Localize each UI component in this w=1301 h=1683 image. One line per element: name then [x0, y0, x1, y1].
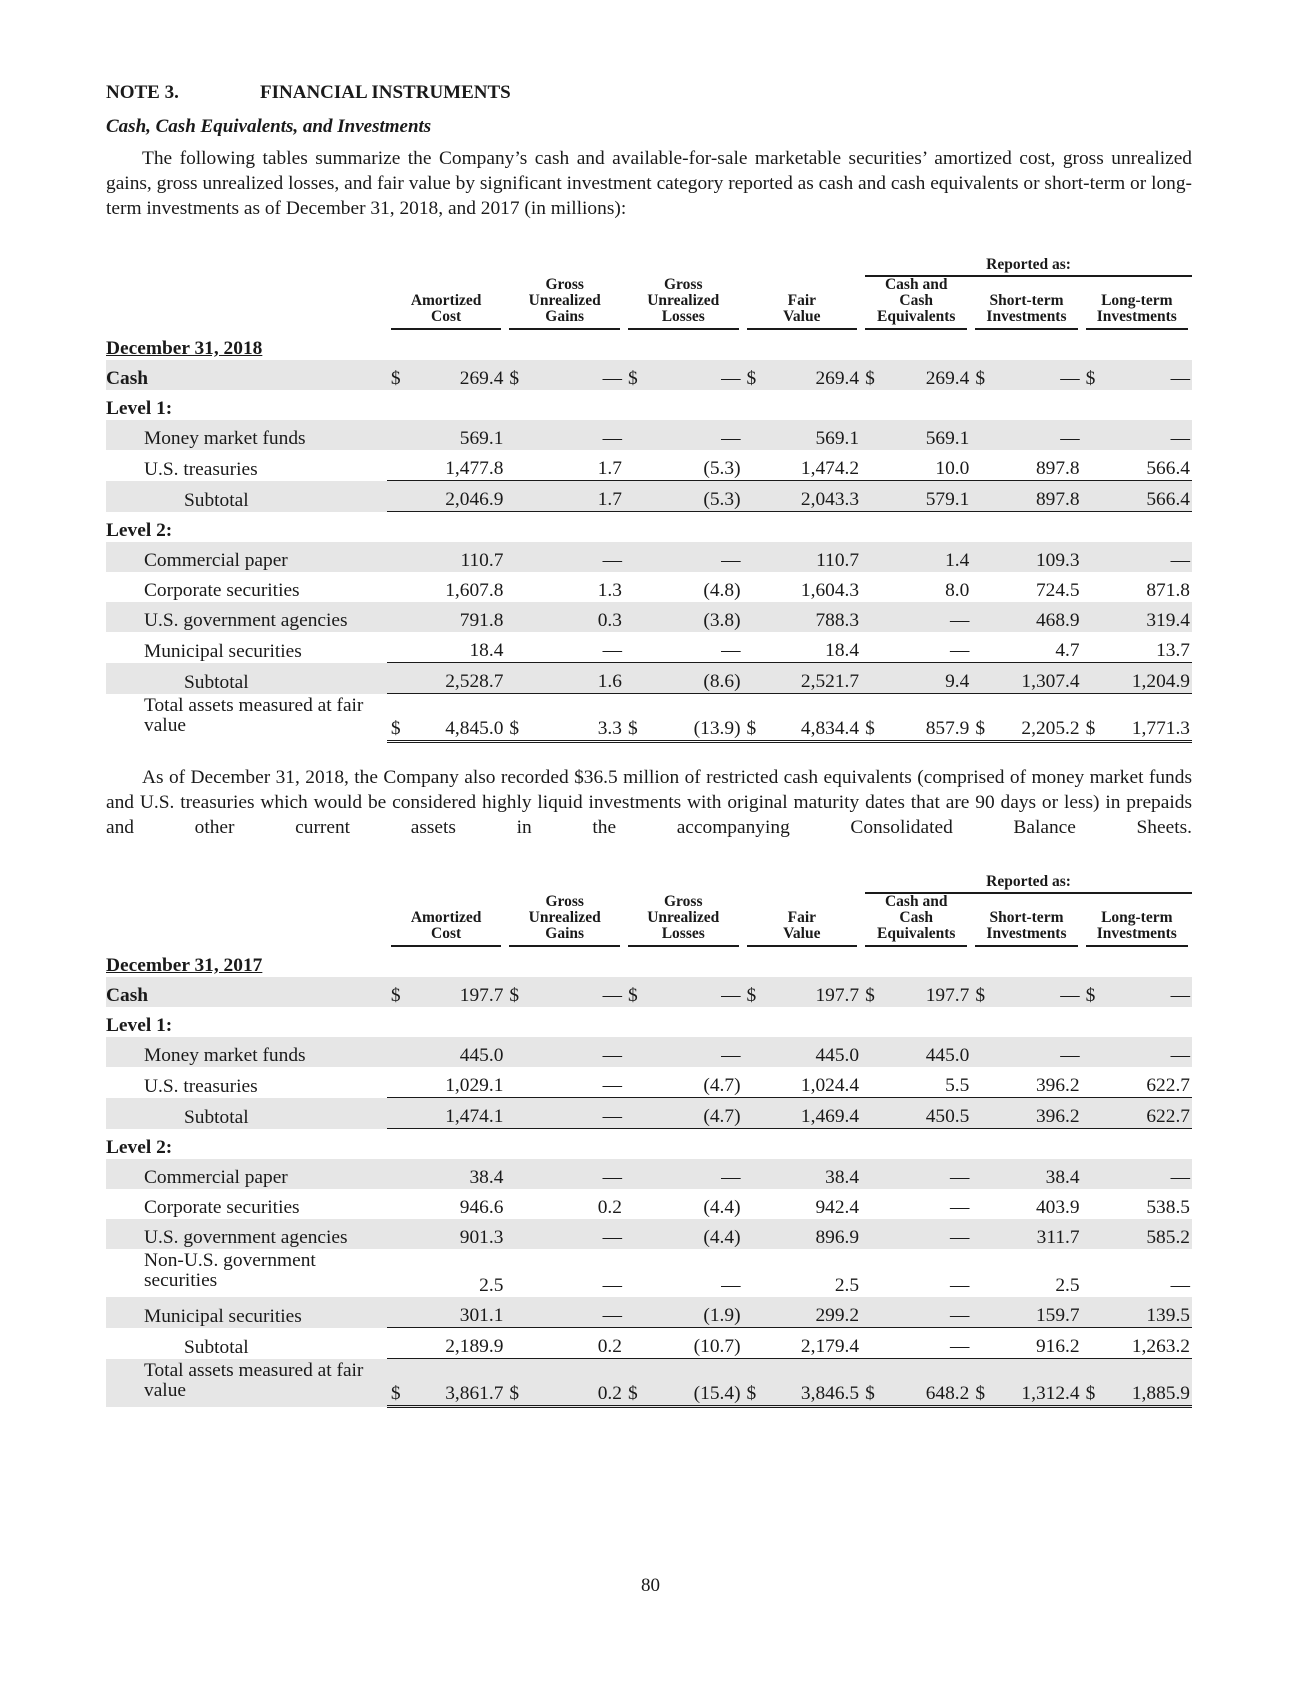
cell-value: 1,263.2	[1131, 1336, 1190, 1357]
cell-value: 468.9	[1035, 610, 1080, 631]
table-row	[106, 1249, 1192, 1297]
row-label: Commercial paper	[144, 550, 288, 571]
column-header-line: Long-term	[1101, 292, 1173, 309]
cell-value: 857.9	[925, 718, 970, 739]
cell-value: —	[602, 368, 622, 389]
table-row	[106, 360, 1192, 390]
cell-value: 311.7	[1036, 1227, 1080, 1248]
cell-value: 197.7	[459, 985, 504, 1006]
cell-value: —	[949, 1167, 970, 1188]
row-label: Corporate securities	[144, 1197, 300, 1218]
column-header-line: Gross	[545, 276, 584, 293]
table-row	[106, 1129, 1192, 1160]
cell-value: —	[1060, 368, 1080, 389]
table-row	[106, 632, 1192, 663]
cell-value: 1,307.4	[1021, 671, 1080, 692]
row-label: Level 1:	[106, 398, 173, 419]
cell-value: —	[602, 1275, 622, 1296]
column-header-line: Cash	[899, 909, 934, 926]
column-header-line: Unrealized	[647, 909, 720, 926]
cell-value: 942.4	[815, 1197, 860, 1218]
column-header-line: Fair	[787, 909, 817, 926]
cell-value: —	[949, 640, 970, 661]
cell-value: 2,179.4	[800, 1336, 860, 1357]
cell-value: 569.1	[815, 428, 860, 449]
row-label: Level 2:	[106, 520, 173, 541]
reported-as-header: Reported as:	[865, 873, 1192, 894]
cell-value: 1.3	[597, 580, 622, 601]
cell-value: (4.7)	[703, 1106, 741, 1127]
cell-value: —	[602, 985, 622, 1006]
cell-value: 18.4	[469, 640, 504, 661]
cell-value: 1,607.8	[445, 580, 504, 601]
cell-value: 269.4	[925, 368, 970, 389]
cell-value: 0.2	[597, 1383, 622, 1404]
reported-as-header: Reported as:	[865, 256, 1192, 277]
cell-value: 2.5	[479, 1275, 504, 1296]
column-header-line: Gains	[545, 925, 585, 942]
column-header-line: Gross	[545, 893, 584, 910]
column-header-cash-and-cash-equivalents	[865, 894, 967, 947]
currency-symbol: $	[865, 718, 875, 739]
cell-value: 1,029.1	[445, 1075, 504, 1096]
cell-value: 3.3	[597, 718, 622, 739]
column-header-line: Fair	[787, 292, 817, 309]
table-year-label: December 31, 2017	[106, 955, 263, 976]
row-label: Total assets measured at fair value	[144, 1359, 364, 1401]
cell-value: 1.7	[597, 489, 622, 510]
table-row	[106, 572, 1192, 602]
column-header-line: Losses	[661, 925, 705, 942]
cell-value: (4.8)	[703, 580, 741, 601]
cell-value: (5.3)	[703, 458, 741, 479]
currency-symbol: $	[1085, 1383, 1096, 1404]
cell-value: —	[721, 1167, 741, 1188]
cell-value: 0.2	[597, 1336, 622, 1357]
cell-value: 450.5	[925, 1106, 970, 1127]
intro-paragraph: The following tables summarize the Company’s cash and available-for-sale marketable securities’ amortized cost, gross unrealized gains, gross unrealized losses, and fair value by significant investment category reported as cash and cash equivalents or short-term or long-term investments as of December 31, 2018, and 2017 (in millions):	[106, 148, 1192, 219]
cell-value: 2.5	[1055, 1275, 1080, 1296]
cell-value: 2.5	[834, 1275, 860, 1296]
cell-value: 871.8	[1146, 580, 1190, 601]
cell-value: 916.2	[1035, 1336, 1080, 1357]
currency-symbol: $	[627, 985, 638, 1006]
column-header-gross-unrealized-gains	[509, 277, 620, 330]
cell-value: 946.6	[459, 1197, 504, 1218]
cell-value: 396.2	[1035, 1106, 1080, 1127]
column-header-line: Investments	[986, 925, 1067, 942]
column-header-gross-unrealized-losses	[628, 277, 739, 330]
column-header-line: Investments	[1096, 925, 1177, 942]
cell-value: 9.4	[945, 671, 970, 692]
column-header-long-term-investments	[1086, 293, 1188, 330]
row-label: Cash	[106, 368, 149, 389]
row-label: Subtotal	[184, 1106, 249, 1128]
note-heading	[106, 82, 1192, 110]
currency-symbol: $	[746, 985, 757, 1006]
row-label: Corporate securities	[144, 580, 300, 601]
currency-symbol: $	[865, 368, 875, 389]
cell-value: 569.1	[925, 428, 970, 449]
currency-symbol: $	[627, 368, 638, 389]
cell-value: 2,046.9	[445, 489, 504, 510]
table-row	[106, 542, 1192, 572]
currency-symbol: $	[746, 1383, 757, 1404]
row-label: Municipal securities	[144, 1305, 302, 1327]
currency-symbol: $	[865, 1383, 875, 1404]
column-header-amortized-cost	[391, 910, 502, 947]
currency-symbol: $	[390, 1383, 401, 1404]
column-header-line: Gains	[545, 308, 585, 325]
table-row	[106, 481, 1192, 512]
table-row	[106, 1007, 1192, 1037]
currency-symbol: $	[509, 1383, 520, 1404]
cell-value: 2,189.9	[445, 1336, 504, 1357]
currency-symbol: $	[390, 368, 401, 389]
cell-value: 8.0	[945, 580, 970, 601]
cell-value: 38.4	[1045, 1167, 1080, 1188]
cell-value: 403.9	[1035, 1197, 1080, 1218]
cell-value: —	[1060, 1045, 1080, 1066]
cell-value: (5.3)	[703, 489, 741, 510]
column-header-line: Unrealized	[528, 292, 601, 309]
currency-symbol: $	[509, 985, 520, 1006]
cell-value: —	[1060, 985, 1080, 1006]
cell-value: 269.4	[459, 368, 504, 389]
currency-symbol: $	[975, 1383, 986, 1404]
cell-value: 197.7	[925, 985, 970, 1006]
cell-value: 1,477.8	[445, 458, 504, 479]
row-label: Commercial paper	[144, 1167, 288, 1188]
cell-value: 1,204.9	[1131, 671, 1190, 692]
row-label: Money market funds	[144, 1045, 306, 1066]
cell-value: 1.4	[945, 550, 970, 571]
column-header-line: Unrealized	[528, 909, 601, 926]
currency-symbol: $	[509, 368, 520, 389]
column-header-line: Cash and	[884, 276, 948, 293]
cell-value: 897.8	[1035, 489, 1080, 510]
currency-symbol: $	[1085, 985, 1096, 1006]
column-header-amortized-cost	[391, 293, 502, 330]
column-header-line: Value	[783, 308, 821, 325]
cell-value: 566.4	[1146, 458, 1190, 479]
cell-value: 1,024.4	[800, 1075, 860, 1096]
column-header-line: Losses	[661, 308, 705, 325]
column-header-line: Long-term	[1101, 909, 1173, 926]
currency-symbol: $	[975, 368, 986, 389]
table-row	[106, 1159, 1192, 1189]
row-label: Municipal securities	[144, 640, 302, 662]
table-row	[106, 512, 1192, 543]
cell-value: (3.8)	[703, 610, 741, 631]
cell-value: 585.2	[1146, 1227, 1190, 1248]
table-row	[106, 1328, 1192, 1359]
column-header-gross-unrealized-gains	[509, 894, 620, 947]
row-label: Money market funds	[144, 428, 306, 449]
cell-value: —	[721, 428, 741, 449]
cell-value: 724.5	[1035, 580, 1080, 601]
cell-value: —	[721, 1045, 741, 1066]
cell-value: —	[949, 1197, 970, 1218]
column-header-line: Cash and	[884, 893, 948, 910]
currency-symbol: $	[1085, 718, 1096, 739]
column-header-short-term-investments	[975, 293, 1077, 330]
cell-value: —	[1170, 368, 1190, 389]
table-row	[106, 1189, 1192, 1219]
cell-value: 1,474.1	[445, 1106, 504, 1127]
cell-value: 396.2	[1035, 1075, 1080, 1096]
financial-note-page	[106, 82, 1192, 1408]
cell-value: 791.8	[459, 610, 504, 631]
cell-value: 1,885.9	[1131, 1383, 1190, 1404]
cell-value: 3,861.7	[445, 1383, 504, 1404]
currency-symbol: $	[1085, 368, 1096, 389]
row-label: U.S. government agencies	[144, 610, 348, 631]
column-header-line: Cost	[431, 925, 462, 942]
row-label: U.S. treasuries	[144, 458, 258, 480]
table-row	[106, 1037, 1192, 1067]
currency-symbol: $	[746, 368, 757, 389]
column-header-line: Equivalents	[877, 925, 956, 942]
cell-value: 1,312.4	[1021, 1383, 1080, 1404]
column-header-line: Amortized	[410, 292, 482, 309]
cell-value: (10.7)	[693, 1336, 741, 1357]
cell-value: 10.0	[935, 458, 970, 479]
currency-symbol: $	[627, 1383, 638, 1404]
cell-value: —	[1170, 1167, 1190, 1188]
cell-value: 13.7	[1156, 640, 1190, 661]
row-label: U.S. treasuries	[144, 1075, 258, 1097]
cell-value: —	[721, 985, 741, 1006]
cell-value: 901.3	[459, 1227, 504, 1248]
restricted-cash-paragraph: As of December 31, 2018, the Company also recorded $36.5 million of restricted cash equivalents (comprised of money market funds and U.S. treasuries which would be considered highly liquid investments with original maturity dates that are 90 days or less) in prepaids and other current assets in the accompanying Consolidated Balance Sheets.	[106, 767, 1192, 838]
cell-value: —	[602, 1045, 622, 1066]
currency-symbol: $	[975, 718, 986, 739]
row-label: Level 1:	[106, 1015, 173, 1036]
table-row	[106, 1219, 1192, 1249]
row-label: Total assets measured at fair value	[144, 694, 364, 736]
cell-value: —	[1170, 985, 1190, 1006]
column-header-cash-and-cash-equivalents	[865, 277, 967, 330]
cell-value: 897.8	[1035, 458, 1080, 479]
cell-value: 4,834.4	[800, 718, 860, 739]
cell-value: 622.7	[1146, 1075, 1190, 1096]
cell-value: 299.2	[815, 1305, 860, 1326]
cell-value: 4.7	[1055, 640, 1080, 661]
cell-value: 18.4	[825, 640, 860, 661]
cell-value: 648.2	[925, 1383, 970, 1404]
column-header-fair-value	[747, 910, 858, 947]
row-label: Subtotal	[184, 671, 249, 693]
column-header-long-term-investments	[1086, 910, 1188, 947]
cell-value: —	[1170, 1275, 1190, 1296]
table-row	[106, 1067, 1192, 1098]
row-label: Non-U.S. government securities	[144, 1250, 316, 1291]
cell-value: —	[949, 1275, 970, 1296]
table-row	[106, 390, 1192, 420]
currency-symbol: $	[509, 718, 520, 739]
cell-value: 0.3	[597, 610, 622, 631]
currency-symbol: $	[975, 985, 986, 1006]
cell-value: —	[1170, 550, 1190, 571]
column-header-line: Investments	[1096, 308, 1177, 325]
cell-value: —	[602, 1305, 622, 1326]
cell-value: 538.5	[1146, 1197, 1190, 1218]
cell-value: —	[602, 1227, 622, 1248]
currency-symbol: $	[627, 718, 638, 739]
cell-value: 1,604.3	[800, 580, 860, 601]
cell-value: 896.9	[815, 1227, 860, 1248]
note-number: NOTE 3.	[106, 82, 179, 103]
cell-value: 301.1	[459, 1305, 504, 1326]
cell-value: —	[1060, 428, 1080, 449]
cell-value: 139.5	[1146, 1305, 1190, 1326]
cell-value: 1.6	[597, 671, 622, 692]
cell-value: 445.0	[459, 1045, 504, 1066]
cell-value: 445.0	[815, 1045, 860, 1066]
cell-value: —	[602, 1167, 622, 1188]
cell-value: 4,845.0	[445, 718, 504, 739]
currency-symbol: $	[865, 985, 875, 1006]
column-header-fair-value	[747, 293, 858, 330]
row-label: Level 2:	[106, 1137, 173, 1158]
cell-value: —	[721, 640, 741, 661]
row-label: U.S. government agencies	[144, 1227, 348, 1248]
cell-value: 3,846.5	[800, 1383, 860, 1404]
cell-value: 38.4	[825, 1167, 860, 1188]
column-header-line: Gross	[664, 893, 703, 910]
table-row	[106, 420, 1192, 450]
column-header-line: Short-term	[989, 909, 1064, 926]
column-header-line: Value	[783, 925, 821, 942]
cell-value: 0.2	[597, 1197, 622, 1218]
column-header-short-term-investments	[975, 910, 1077, 947]
cell-value: 110.7	[460, 550, 504, 571]
cell-value: 109.3	[1035, 550, 1080, 571]
cell-value: 38.4	[469, 1167, 504, 1188]
cell-value: 1,771.3	[1131, 718, 1190, 739]
section-title: Cash, Cash Equivalents, and Investments	[106, 116, 432, 137]
cell-value: —	[721, 1275, 741, 1296]
cell-value: 197.7	[815, 985, 860, 1006]
table-row	[106, 450, 1192, 481]
column-header-line: Amortized	[410, 909, 482, 926]
cell-value: (4.7)	[703, 1075, 741, 1096]
cell-value: —	[602, 428, 622, 449]
table-row	[106, 1297, 1192, 1328]
cell-value: 1.7	[597, 458, 622, 479]
cell-value: 788.3	[815, 610, 860, 631]
cell-value: 1,469.4	[800, 1106, 860, 1127]
table-row	[106, 1098, 1192, 1129]
cell-value: (15.4)	[693, 1383, 741, 1404]
table-row	[106, 977, 1192, 1007]
note-title: FINANCIAL INSTRUMENTS	[260, 82, 511, 103]
cell-value: 269.4	[815, 368, 860, 389]
column-header-line: Cost	[431, 308, 462, 325]
column-header-line: Short-term	[989, 292, 1064, 309]
cell-value: —	[602, 550, 622, 571]
table-row	[106, 1359, 1192, 1407]
column-header-line: Gross	[664, 276, 703, 293]
cell-value: 2,528.7	[445, 671, 504, 692]
row-label: Subtotal	[184, 1336, 249, 1358]
currency-symbol: $	[746, 718, 757, 739]
cell-value: —	[602, 1075, 622, 1096]
cell-value: 566.4	[1146, 489, 1190, 510]
cell-value: 2,521.7	[800, 671, 860, 692]
cell-value: 445.0	[925, 1045, 970, 1066]
cell-value: (8.6)	[703, 671, 741, 692]
cell-value: —	[949, 1305, 970, 1326]
cell-value: 5.5	[945, 1075, 970, 1096]
cell-value: 569.1	[459, 428, 504, 449]
investments-table-2018	[106, 247, 1192, 743]
table-row	[106, 602, 1192, 632]
column-header-line: Equivalents	[877, 308, 956, 325]
row-label: Cash	[106, 985, 149, 1006]
cell-value: 622.7	[1146, 1106, 1190, 1127]
cell-value: —	[721, 550, 741, 571]
column-header-line: Unrealized	[647, 292, 720, 309]
cell-value: —	[1170, 1045, 1190, 1066]
cell-value: (1.9)	[703, 1305, 741, 1326]
cell-value: 2,043.3	[800, 489, 860, 510]
investments-table-2017	[106, 864, 1192, 1408]
cell-value: —	[949, 1336, 970, 1357]
currency-symbol: $	[390, 718, 401, 739]
cell-value: (13.9)	[693, 718, 741, 739]
cell-value: (4.4)	[703, 1197, 741, 1218]
cell-value: —	[949, 1227, 970, 1248]
table-row	[106, 663, 1192, 694]
currency-symbol: $	[390, 985, 401, 1006]
cell-value: —	[602, 1106, 622, 1127]
cell-value: —	[602, 640, 622, 661]
table-year-label: December 31, 2018	[106, 338, 263, 359]
cell-value: 579.1	[925, 489, 970, 510]
column-header-line: Investments	[986, 308, 1067, 325]
cell-value: (4.4)	[703, 1227, 741, 1248]
cell-value: 110.7	[816, 550, 860, 571]
row-label: Subtotal	[184, 489, 249, 511]
cell-value: —	[1170, 428, 1190, 449]
cell-value: —	[721, 368, 741, 389]
cell-value: —	[949, 610, 970, 631]
table-row	[106, 694, 1192, 742]
page-number: 80	[641, 1575, 660, 1596]
cell-value: 1,474.2	[800, 458, 860, 479]
cell-value: 319.4	[1146, 610, 1190, 631]
cell-value: 2,205.2	[1021, 718, 1080, 739]
column-header-line: Cash	[899, 292, 934, 309]
column-header-gross-unrealized-losses	[628, 894, 739, 947]
cell-value: 159.7	[1035, 1305, 1080, 1326]
